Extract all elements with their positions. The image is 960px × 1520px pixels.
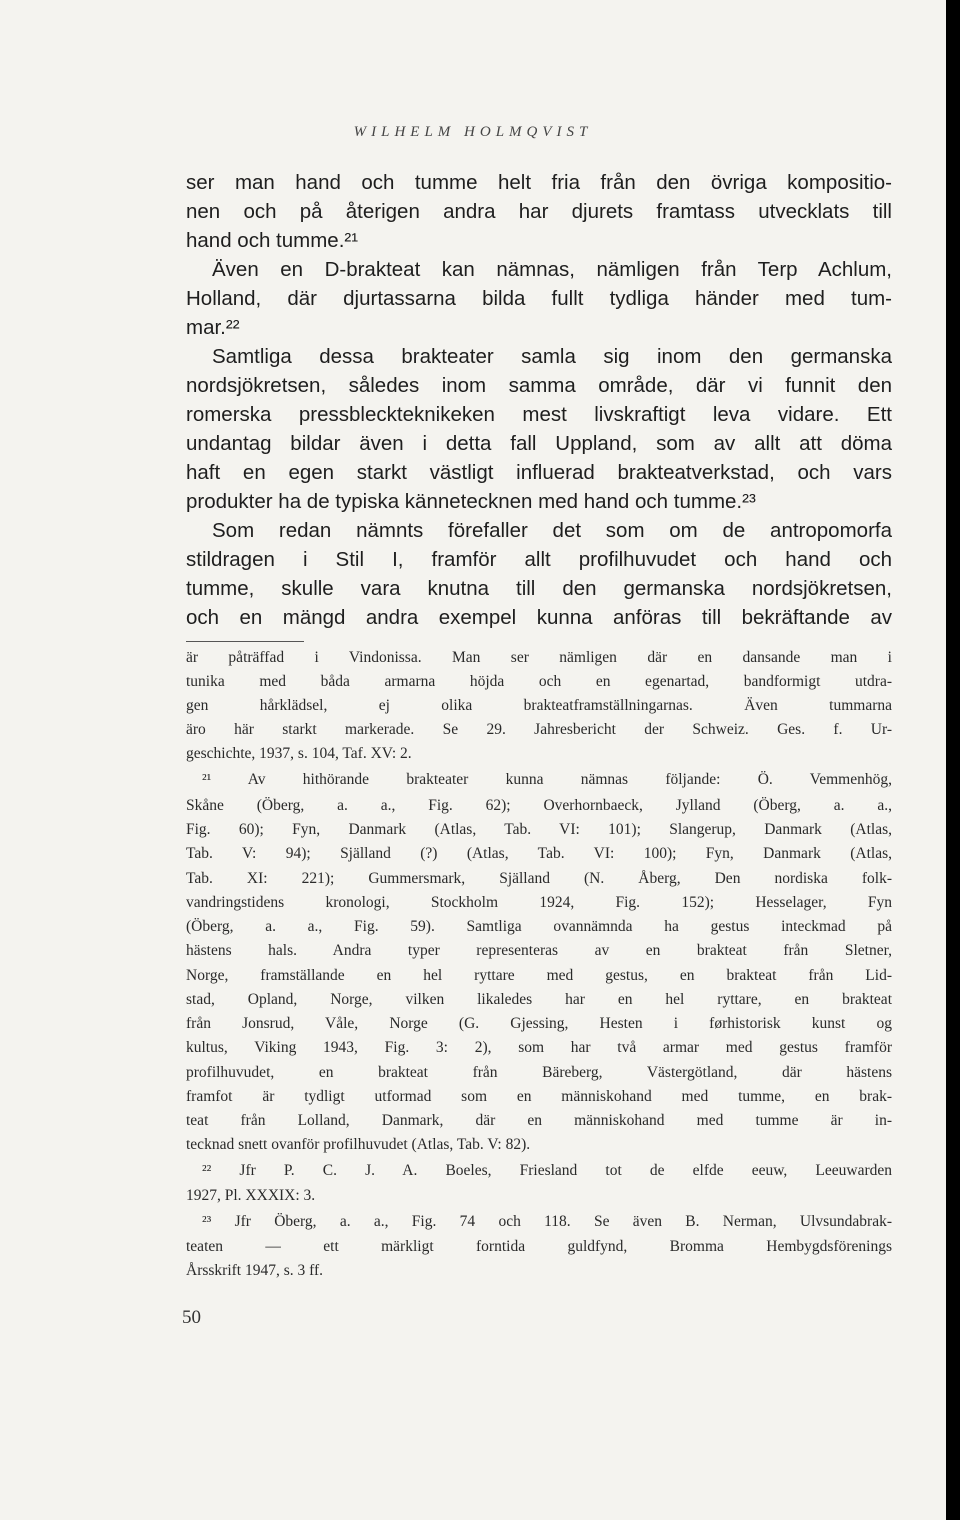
footnote-line: vandringstidens kronologi, Stockholm 1924, Fig. 152); Hesselager, Fyn: [186, 894, 892, 911]
footnote-line: Årsskrift 1947, s. 3 ff.: [186, 1262, 324, 1279]
footnote-22: ²² Jfr P. C. J. A. Boeles, Friesland tot de elfde eeuw, Leeuwarden: [202, 1162, 892, 1179]
body-line: Som redan nämnts förefaller det som om de antropomorfa: [212, 519, 892, 542]
body-line: nordsjökretsen, således inom samma område, där vi funnit den: [186, 374, 892, 397]
body-line: romerska pressbleckteknikeken mest livskraftigt leva vidare. Ett: [186, 403, 892, 426]
footnote-line: stad, Opland, Norge, vilken likaledes har en hel ryttare, en brakteat: [186, 991, 892, 1008]
footnote-line: hästens hals. Andra typer representeras av en brakteat från Sletner,: [186, 942, 892, 959]
body-line: hand och tumme.²¹: [186, 229, 359, 252]
footnote-line: geschichte, 1937, s. 104, Taf. XV: 2.: [186, 745, 412, 762]
page-number: 50: [182, 1307, 201, 1328]
footnote-line: kultus, Viking 1943, Fig. 3: 2), som har två armar med gestus framför: [186, 1039, 892, 1056]
body-line: ser man hand och tumme helt fria från den övriga kompositio-: [186, 171, 892, 194]
footnote-line: gen hårklädsel, ej olika brakteatframställningarnas. Även tummarna: [186, 697, 892, 714]
body-line: nen och på återigen andra har djurets framtass utvecklats till: [186, 200, 892, 223]
body-line: Holland, där djurtassarna bilda fullt tydliga händer med tum-: [186, 287, 892, 310]
footnote-line: från Jonsrud, Våle, Norge (G. Gjessing, Hesten i førhistorisk kunst og: [186, 1015, 892, 1032]
body-line: haft en egen starkt västligt influerad brakteatverkstad, och vars: [186, 461, 892, 484]
footnote-line: Skåne (Öberg, a. a., Fig. 62); Overhornbaeck, Jylland (Öberg, a. a.,: [186, 797, 892, 814]
footnote-line: är påträffad i Vindonissa. Man ser nämligen där en dansande man i: [186, 649, 892, 666]
footnote-line: framfot är tydligt utformad som en människohand med tumme, en brak-: [186, 1088, 892, 1105]
body-line: och en mängd andra exempel kunna anföras till bekräftande av: [186, 606, 892, 629]
body-line: Även en D-brakteat kan nämnas, nämligen från Terp Achlum,: [212, 258, 892, 281]
body-line: undantag bildar även i detta fall Uppland, som av allt att döma: [186, 432, 892, 455]
footnote-line: (Öberg, a. a., Fig. 59). Samtliga ovannämnda ha gestus inteckmad på: [186, 918, 892, 935]
running-header: WILHELM HOLMQVIST: [353, 124, 593, 140]
footnote-line: Tab. XI: 221); Gummersmark, Själland (N. Åberg, Den nordiska folk-: [186, 870, 892, 887]
footnote-line: Norge, framställande en hel ryttare med gestus, en brakteat från Lid-: [186, 967, 892, 984]
footnote-line: teat från Lolland, Danmark, där en människohand med tumme är in-: [186, 1112, 892, 1129]
footnote-line: Tab. V: 94); Själland (?) (Atlas, Tab. VI: 100); Fyn, Danmark (Atlas,: [186, 845, 892, 862]
footnote-21: ²¹ Av hithörande brakteater kunna nämnas följande: Ö. Vemmenhög,: [202, 771, 892, 788]
footnote-rule: [186, 641, 304, 642]
footnote-line: 1927, Pl. XXXIX: 3.: [186, 1187, 316, 1204]
footnote-line: teaten — ett märkligt forntida guldfynd, Bromma Hembygdsförenings: [186, 1238, 892, 1255]
body-line: stildragen i Stil I, framför allt profilhuvudet och hand och: [186, 548, 892, 571]
body-line: produkter ha de typiska kännetecknen med hand och tumme.²³: [186, 490, 756, 513]
footnote-line: profilhuvudet, en brakteat från Bäreberg, Västergötland, där hästens: [186, 1064, 892, 1081]
body-line: tumme, skulle vara knutna till den germanska nordsjökretsen,: [186, 577, 892, 600]
footnote-23: ²³ Jfr Öberg, a. a., Fig. 74 och 118. Se även B. Nerman, Ulvsundabrak-: [202, 1213, 892, 1230]
body-line: mar.²²: [186, 316, 240, 339]
body-line: Samtliga dessa brakteater samla sig inom den germanska: [212, 345, 892, 368]
footnote-line: tecknad snett ovanför profilhuvudet (Atlas, Tab. V: 82).: [186, 1136, 531, 1153]
footnote-line: Fig. 60); Fyn, Danmark (Atlas, Tab. VI: 101); Slangerup, Danmark (Atlas,: [186, 821, 892, 838]
footnote-line: äro här starkt markerade. Se 29. Jahresbericht der Schweiz. Ges. f. Ur-: [186, 721, 892, 738]
footnote-line: tunika med båda armarna höjda och en egenartad, bandformigt utdra-: [186, 673, 892, 690]
